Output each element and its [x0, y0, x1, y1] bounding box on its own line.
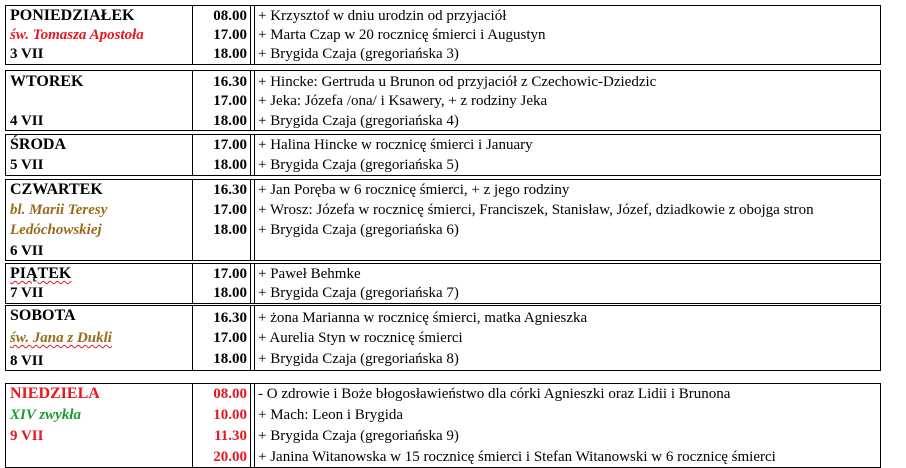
mass-time: 11.30	[214, 428, 247, 444]
day-name: CZWARTEK	[10, 181, 103, 198]
mass-time: 16.30	[213, 310, 247, 326]
day-wednesday	[5, 134, 881, 176]
day-name: WTOREK	[10, 73, 84, 90]
day-date: 5 VII	[10, 157, 44, 173]
mass-intention: + Janina Witanowska w 15 rocznicę śmierci i Stefan Witanowski w 6 rocznicę śmierci	[258, 449, 776, 465]
mass-time: 18.00	[213, 157, 247, 173]
day-date: 7 VII	[10, 285, 44, 301]
day-name: SOBOTA	[10, 307, 76, 324]
day-thursday	[5, 179, 881, 261]
saint-name-text: św. Jana z Dukli	[10, 330, 112, 346]
saint-name: św. Tomasza Apostoła	[10, 27, 144, 43]
day-name: ŚRODA	[10, 136, 67, 153]
mass-intention: + Jeka: Józefa /ona/ i Ksawery, + z rodziny Jeka	[258, 93, 548, 109]
mass-time: 10.00	[213, 407, 247, 423]
mass-intention: + Hincke: Gertruda u Brunon od przyjaciół z Czechowic-Dziedzic	[258, 74, 657, 90]
mass-time: 18.00	[213, 46, 247, 62]
mass-intention: + Brygida Czaja (gregoriańska 3)	[258, 46, 459, 62]
mass-intention: + Aurelia Styn w rocznicę śmierci	[258, 330, 463, 346]
mass-time: 18.00	[213, 285, 247, 301]
saint-name: bl. Marii Teresy	[10, 202, 108, 218]
mass-time: 16.30	[213, 74, 247, 90]
mass-intention: + Wrosz: Józefa w rocznicę śmierci, Franciszek, Stanisław, Józef, dziadkowie z obojga stron	[258, 202, 814, 218]
day-saturday	[5, 305, 881, 371]
mass-time: 18.00	[213, 351, 247, 367]
mass-intention: + Krzysztof w dniu urodzin od przyjaciół	[258, 8, 507, 24]
mass-time: 17.00	[213, 93, 247, 109]
saint-name	[10, 328, 112, 348]
day-name: PIĄTEK	[10, 265, 72, 282]
mass-intention: + Brygida Czaja (gregoriańska 4)	[258, 113, 459, 129]
mass-intention: + Brygida Czaja (gregoriańska 6)	[258, 222, 459, 238]
mass-time: 18.00	[213, 222, 247, 238]
mass-intention: + Brygida Czaja (gregoriańska 8)	[258, 351, 459, 367]
day-date: 9 VII	[10, 428, 44, 444]
mass-time: 20.00	[213, 449, 247, 465]
day-date: 4 VII	[10, 113, 44, 129]
day-friday	[5, 263, 881, 304]
mass-intention: - O zdrowie i Boże błogosławieństwo dla córki Agnieszki oraz Lidii i Brunona	[258, 386, 731, 402]
mass-time: 18.00	[213, 113, 247, 129]
mass-time: 08.00	[213, 386, 247, 402]
mass-time: 17.00	[213, 202, 247, 218]
day-date: 8 VII	[10, 353, 44, 369]
mass-intention: + Brygida Czaja (gregoriańska 7)	[258, 285, 459, 301]
mass-time: 17.00	[213, 330, 247, 346]
day-monday	[5, 5, 881, 65]
day-sunday	[5, 383, 881, 468]
day-tuesday	[5, 70, 881, 131]
day-name: NIEDZIELA	[10, 385, 100, 402]
mass-time: 17.00	[213, 137, 247, 153]
mass-intention: + Halina Hincke w rocznicę śmierci i January	[258, 137, 533, 153]
day-date: 6 VII	[10, 243, 44, 259]
day-name: PONIEDZIAŁEK	[10, 7, 135, 24]
mass-time: 16.30	[213, 182, 247, 198]
day-date: 3 VII	[10, 46, 44, 62]
mass-intention: + Mach: Leon i Brygida	[258, 407, 404, 423]
saint-name-cont: Ledóchowskiej	[10, 222, 102, 238]
mass-time: 17.00	[213, 266, 247, 282]
mass-intention: + Brygida Czaja (gregoriańska 9)	[258, 428, 459, 444]
mass-intention: + Brygida Czaja (gregoriańska 5)	[258, 157, 459, 173]
mass-intention: + Marta Czap w 20 rocznicę śmierci i Augustyn	[258, 27, 546, 43]
mass-intention: + Jan Poręba w 6 rocznicę śmierci, + z jego rodziny	[258, 182, 570, 198]
mass-time: 08.00	[213, 8, 247, 24]
mass-intention: + Paweł Behmke	[258, 266, 361, 282]
mass-intention: + żona Marianna w rocznicę śmierci, matka Agnieszka	[258, 310, 588, 326]
saint-name: XIV zwykła	[10, 407, 81, 423]
mass-time: 17.00	[213, 27, 247, 43]
